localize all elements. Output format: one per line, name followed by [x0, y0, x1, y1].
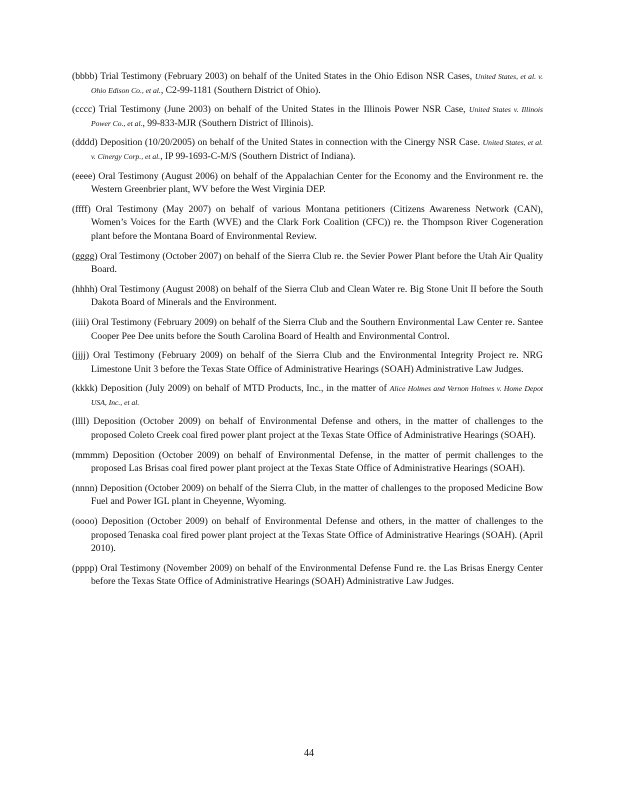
testimony-entry-oooo: (oooo) Deposition (October 2009) on behalf of Environmental Defense and others, in the matter of challenges to the proposed Tenaska coal fired power plant project at the Texas State Office of Administrative Hearings (SOAH). (April 2010).: [72, 516, 543, 555]
testimony-entry-gggg: (gggg) Oral Testimony (October 2007) on behalf of the Sierra Club re. the Sevier Power Plant before the Utah Air Quality Board.: [72, 250, 543, 276]
testimony-entry-ffff: (ffff) Oral Testimony (May 2007) on behalf of various Montana petitioners (Citizens Awareness Network (CAN), Women’s Voices for the Earth (WVE) and the Clark Fork Coalition (CFC)) re. the Thompson River Cogeneration plant before the Montana Board of Environmental Review.: [72, 203, 543, 242]
case-citation: United States, et al. v. Ohio Edison Co., et al.: [91, 72, 543, 95]
testimony-entry-bbbb: (bbbb) Trial Testimony (February 2003) on behalf of the United States in the Ohio Edison NSR Cases, United States, et al. v. Ohio Edison Co., et al., C2-99-1181 (Southern District of Ohio).: [72, 71, 543, 96]
testimony-entry-hhhh: (hhhh) Oral Testimony (August 2008) on behalf of the Sierra Club and Clean Water re. Big Stone Unit II before the South Dakota Board of Minerals and the Environment.: [72, 283, 543, 309]
testimony-entry-iiii: (iiii) Oral Testimony (February 2009) on behalf of the Sierra Club and the Southern Environmental Law Center re. Santee Cooper Pee Dee units before the South Carolina Board of Health and Environmental Control.: [72, 316, 543, 342]
case-citation: Alice Holmes and Vernon Holmes v. Home Depot USA, Inc., et al.: [91, 384, 544, 407]
testimony-entry-pppp: (pppp) Oral Testimony (November 2009) on behalf of the Environmental Defense Fund re. the Las Brisas Energy Center before the Texas State Office of Administrative Hearings (SOAH) Administrative Law Judges.: [72, 562, 543, 588]
testimony-entry-mmmm: (mmmm) Deposition (October 2009) on behalf of Environmental Defense, in the matter of permit challenges to the proposed Las Brisas coal fired power plant project at the Texas State Office of Administrative Hearings (SOAH).: [72, 449, 543, 475]
testimony-list: [72, 70, 543, 595]
testimony-entry-nnnn: (nnnn) Deposition (October 2009) on behalf of the Sierra Club, in the matter of challenges to the proposed Medicine Bow Fuel and Power IGL plant in Cheyenne, Wyoming.: [72, 482, 543, 508]
testimony-entry-jjjj: (jjjj) Oral Testimony (February 2009) on behalf of the Sierra Club and the Environmental Integrity Project re. NRG Limestone Unit 3 before the Texas State Office of Administrative Hearings (SOAH) Administrative Law Judges.: [72, 350, 543, 375]
testimony-entry-cccc: (cccc) Trial Testimony (June 2003) on behalf of the United States in the Illinois Power NSR Case, United States v. Illinois Power Co., et al., 99-833-MJR (Southern District of Illinois).: [72, 104, 543, 129]
testimony-entry-dddd: (dddd) Deposition (10/20/2005) on behalf of the United States in connection with the Cinergy NSR Case. United States, et al. v. Cinergy Corp., et al., IP 99-1693-C-M/S (Southern District of Indiana).: [72, 137, 544, 162]
case-citation: United States, et al. v. Cinergy Corp., et al.: [91, 138, 544, 161]
case-citation: United States v. Illinois Power Co., et al.: [91, 105, 543, 128]
testimony-entry-kkkk: (kkkk) Deposition (July 2009) on behalf of MTD Products, Inc., in the matter of Alice Holmes and Vernon Holmes v. Home Depot USA, Inc., et al.: [72, 383, 544, 407]
testimony-entry-llll: (llll) Deposition (October 2009) on behalf of Environmental Defense and others, in the matter of challenges to the proposed Coleto Creek coal fired power plant project at the Texas State Office of Administrative Hearings (SOAH).: [72, 416, 543, 442]
testimony-entry-eeee: (eeee) Oral Testimony (August 2006) on behalf of the Appalachian Center for the Economy and the Environment re. the Western Greenbrier plant, WV before the West Virginia DEP.: [72, 170, 543, 196]
page-number: 44: [304, 748, 314, 759]
